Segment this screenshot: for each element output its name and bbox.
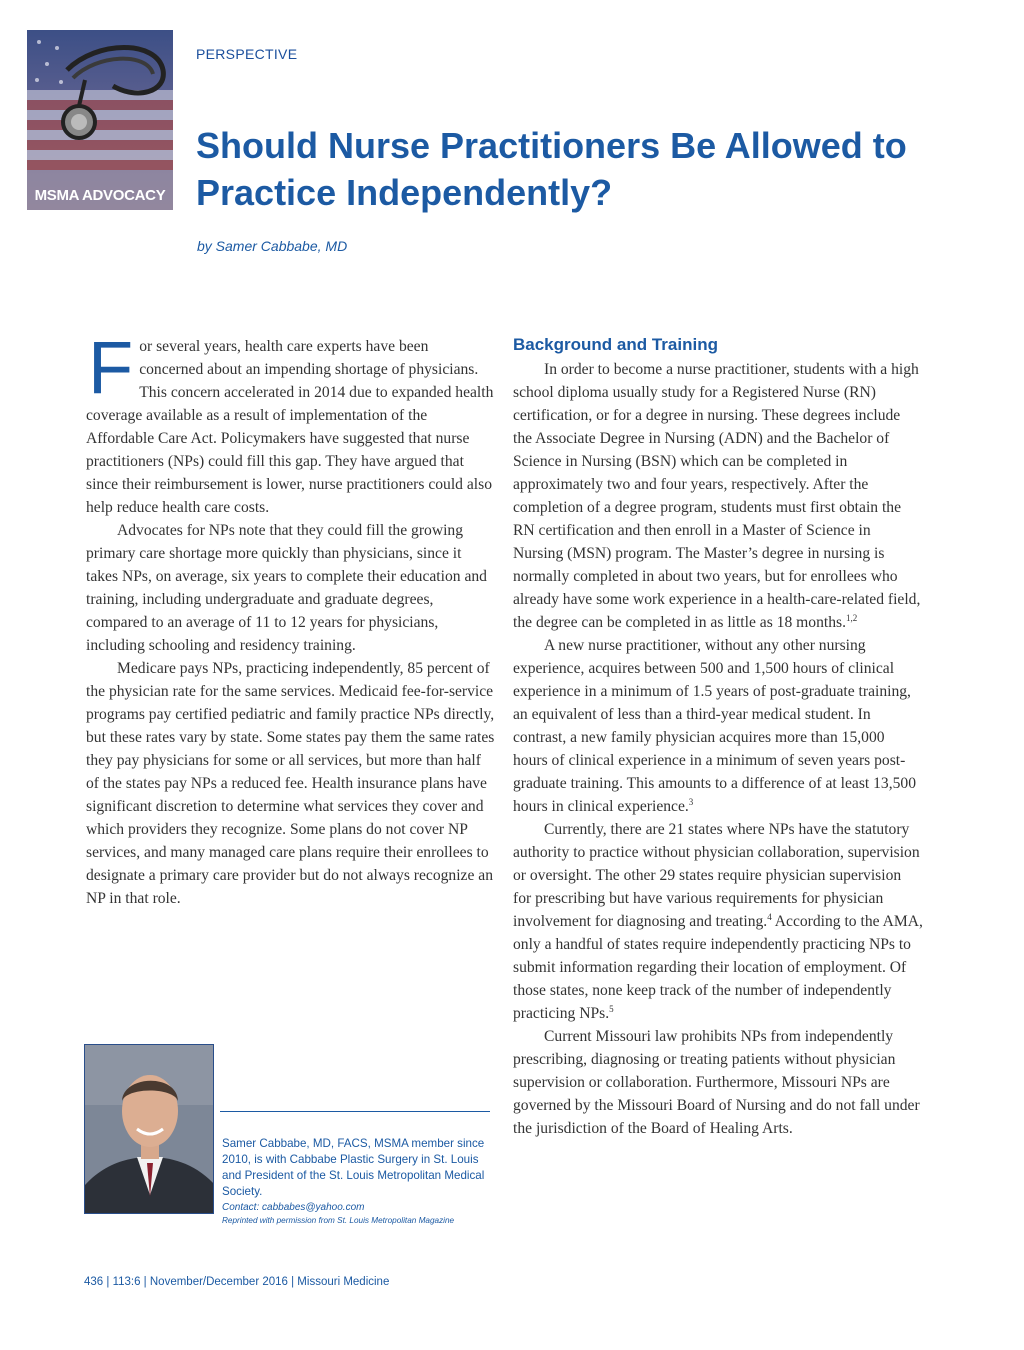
body-paragraph (513, 818, 923, 1025)
paragraph-text: In order to become a nurse practitioner, students with a high school diploma usually study for a Registered Nurse (RN) certification, or for a degree in nursing. These degrees include the Associate Degree in Nursing (ADN) and the Bachelor of Science in Nursing (BSN) which can be completed in approximately two and four years, respectively. After the completion of a degree program, students must first obtain the RN certification and then enroll in a Master of Science in Nursing (MSN) program. The Master’s degree in nursing is normally completed in about two years, but for enrollees who already have some work experience in a health-care-related field, the degree can be completed in as little as 18 months. (513, 361, 921, 631)
reprint-note: Reprinted with permission from St. Louis Metropolitan Magazine (222, 1216, 455, 1225)
right-column (513, 334, 923, 1140)
author-bio: Samer Cabbabe, MD, FACS, MSMA member since 2010, is with Cabbabe Plastic Surgery in St. Louis and President of the St. Louis Metropolitan Medical Society. (222, 1137, 485, 1198)
byline: by Samer Cabbabe, MD (197, 238, 348, 254)
reference-marker: 1,2 (846, 612, 858, 623)
body-paragraph: Current Missouri law prohibits NPs from independently prescribing, diagnosing or treating patients without physician supervision or collaboration. Furthermore, Missouri NPs are governed by the Missouri Board of Nursing and do not fall under the jurisdiction of the Board of Healing Arts. (513, 1028, 920, 1137)
bio-divider (220, 1111, 490, 1112)
paragraph-text: A new nurse practitioner, without any other nursing experience, acquires between 500 and 1,500 hours of clinical experience in a minimum of 1.5 years of post-graduate training, an equivalent of less than a third-year medical student. In contrast, a new family physician acquires more than 15,000 hours of clinical experience in a minimum of seven years post-graduate training. This amounts to a difference of at least 13,500 hours in clinical experience. (513, 637, 917, 815)
author-contact: Contact: cabbabes@yahoo.com (222, 1202, 365, 1213)
paragraph-text: Currently, there are 21 states where NPs have the statutory authority to practice without physician collaboration, supervision or oversight. The other 29 states require physician supervision for prescribing but have various requirements for physician involvement for diagnosing and treating. (513, 821, 920, 930)
badge-label: MSMA ADVOCACY (34, 187, 166, 204)
body-paragraph (513, 634, 923, 818)
paragraph-text: According to the AMA, only a handful of states require independently practicing NPs to submit information regarding their location of employment. Of those states, none keep track of the number of independently practicing NPs. (513, 913, 923, 1022)
intro-paragraph-text: or several years, health care experts have been concerned about an impending shortage of physicians. This concern accelerated in 2014 due to expanded health coverage available as a result of implementation of the Affordable Care Act. Policymakers have suggested that nurse practitioners (NPs) could fill this gap. They have argued that since their reimbursement is lower, nurse practitioners could also help reduce health care costs. (86, 338, 494, 516)
article-title: Should Nurse Practitioners Be Allowed to Practice Independently? (196, 125, 907, 213)
body-paragraph: Advocates for NPs note that they could fill the growing primary care shortage more quickly than physicians, since it takes NPs, on average, six years to complete their education and training, including undergraduate and graduate degrees, compared to an average of 11 to 12 years for physicians, including schooling and residency training. (86, 522, 487, 654)
author-photo (84, 1044, 214, 1214)
section-label: PERSPECTIVE (196, 46, 298, 62)
msma-advocacy-badge (27, 30, 173, 210)
reference-marker: 3 (688, 796, 694, 807)
body-paragraph (513, 358, 923, 634)
flag-stethoscope-image (27, 30, 173, 210)
drop-cap: F (88, 326, 134, 409)
left-column (86, 326, 496, 910)
intro-paragraph (86, 326, 496, 519)
reference-marker: 5 (609, 1003, 614, 1014)
page-footer: 436 | 113:6 | November/December 2016 | Missouri Medicine (84, 1276, 390, 1288)
section-heading: Background and Training (513, 335, 718, 354)
body-paragraph: Medicare pays NPs, practicing independently, 85 percent of the physician rate for the same services. Medicaid fee-for-service programs pay certified pediatric and family practice NPs directly, but these rates vary by state. Some states pay them the same rates they pay physicians for some or all services, but more than half of the states pay NPs a reduced fee. Health insurance plans have significant discretion to determine what services they cover and which providers they recognize. Some plans do not cover NP services, and many managed care plans require their enrollees to designate a primary care provider but do not always recognize an NP in that role. (86, 660, 495, 907)
reference-marker: 4 (767, 911, 772, 922)
